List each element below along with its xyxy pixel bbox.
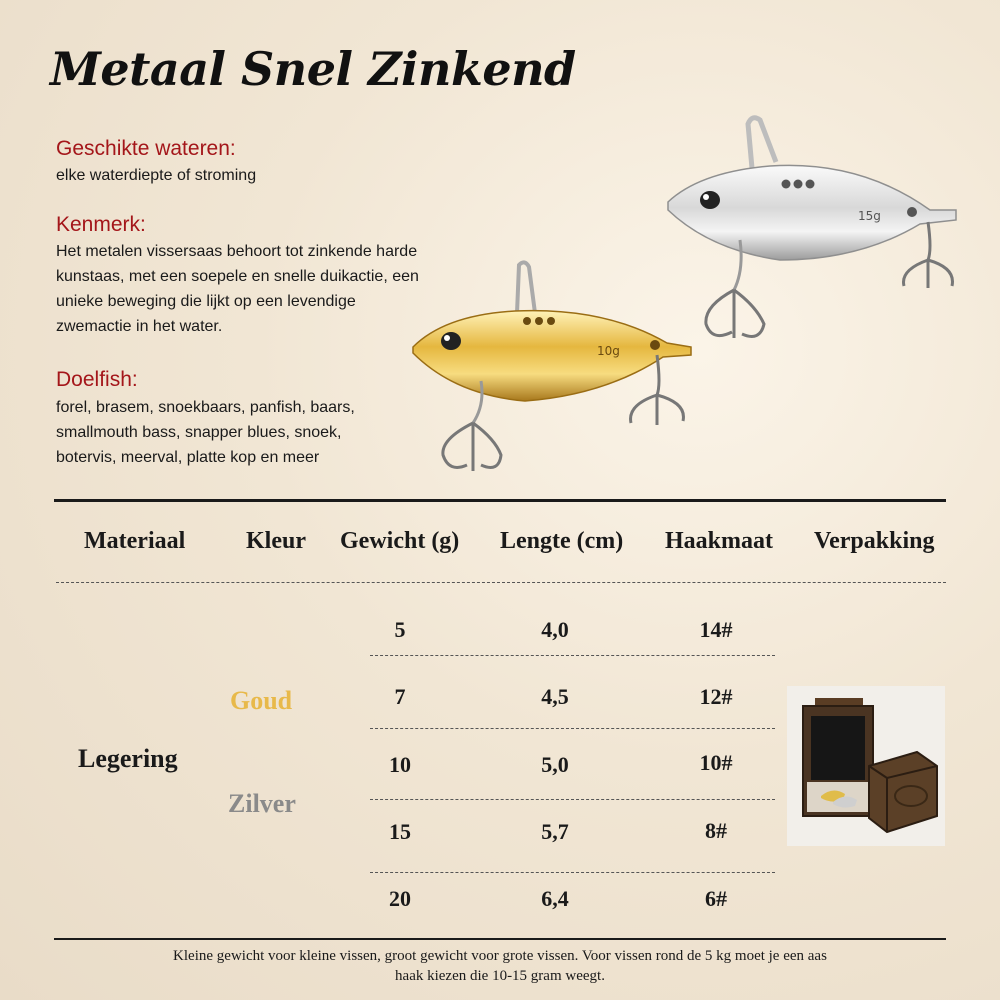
row-divider xyxy=(370,872,775,873)
section-heading-feature: Kenmerk: xyxy=(56,213,146,236)
table-row-weight: 7 xyxy=(394,684,406,709)
material-cell: Legering xyxy=(78,744,178,773)
color-gold: Goud xyxy=(230,686,293,715)
footer-note xyxy=(80,946,920,986)
silver-lure-image xyxy=(660,110,980,350)
header-color: Kleur xyxy=(246,528,306,554)
gold-lure-image xyxy=(405,255,705,485)
section-text-waters xyxy=(56,163,476,188)
footer-line: haak kiezen die 10-15 gram weegt. xyxy=(395,968,605,984)
table-row-weight: 20 xyxy=(389,886,411,911)
text-line: kunstaas, met een soepele en snelle duikactie, een xyxy=(56,268,419,285)
table-row-length: 4,5 xyxy=(541,684,569,709)
table-row-length: 5,7 xyxy=(541,819,569,844)
text-line: smallmouth bass, snapper blues, snoek, xyxy=(56,424,342,441)
text-line: botervis, meerval, platte kop en meer xyxy=(56,449,320,466)
table-row-weight: 15 xyxy=(389,819,411,844)
table-row-length: 5,0 xyxy=(541,752,569,777)
table-row-hook: 12# xyxy=(699,684,733,709)
text-line: Het metalen vissersaas behoort tot zinkende harde xyxy=(56,243,418,260)
silver-lure-weight: 15g xyxy=(858,209,881,223)
header-divider xyxy=(56,582,946,583)
footer-rule xyxy=(54,938,946,940)
gold-lure-weight: 10g xyxy=(597,344,620,358)
table-row-hook: 14# xyxy=(699,617,733,642)
table-row-weight: 10 xyxy=(389,752,411,777)
header-weight: Gewicht (g) xyxy=(340,528,460,554)
row-divider xyxy=(370,799,775,800)
text-line: zwemactie in het water. xyxy=(56,318,223,335)
wooden-box-icon xyxy=(787,686,945,846)
table-row-length: 6,4 xyxy=(541,886,569,911)
header-material: Materiaal xyxy=(84,528,186,554)
row-divider xyxy=(370,655,775,656)
text-line: unieke beweging die lijkt op een levendige xyxy=(56,293,356,310)
text-line: forel, brasem, snoekbaars, panfish, baars, xyxy=(56,399,355,416)
text-line: elke waterdiepte of stroming xyxy=(56,167,257,184)
section-heading-waters: Geschikte wateren: xyxy=(56,137,236,160)
section-heading-target-fish: Doelfish: xyxy=(56,368,138,391)
table-row-hook: 6# xyxy=(705,886,727,911)
row-divider xyxy=(370,728,775,729)
header-length: Lengte (cm) xyxy=(500,528,624,554)
color-silver: Zilver xyxy=(228,789,296,818)
header-packaging: Verpakking xyxy=(814,528,935,554)
packaging-image xyxy=(787,686,945,846)
table-row-weight: 5 xyxy=(394,617,406,642)
table-row-hook: 10# xyxy=(699,750,733,775)
page-title: Metaal Snel Zinkend xyxy=(50,42,576,96)
footer-line: Kleine gewicht voor kleine vissen, groot gewicht voor grote vissen. Voor vissen rond de 5 kg moet je een aas xyxy=(173,948,827,964)
table-row-length: 4,0 xyxy=(541,617,569,642)
header-hook-size: Haakmaat xyxy=(665,528,773,554)
table-top-rule xyxy=(54,499,946,502)
table-row-hook: 8# xyxy=(705,818,727,843)
